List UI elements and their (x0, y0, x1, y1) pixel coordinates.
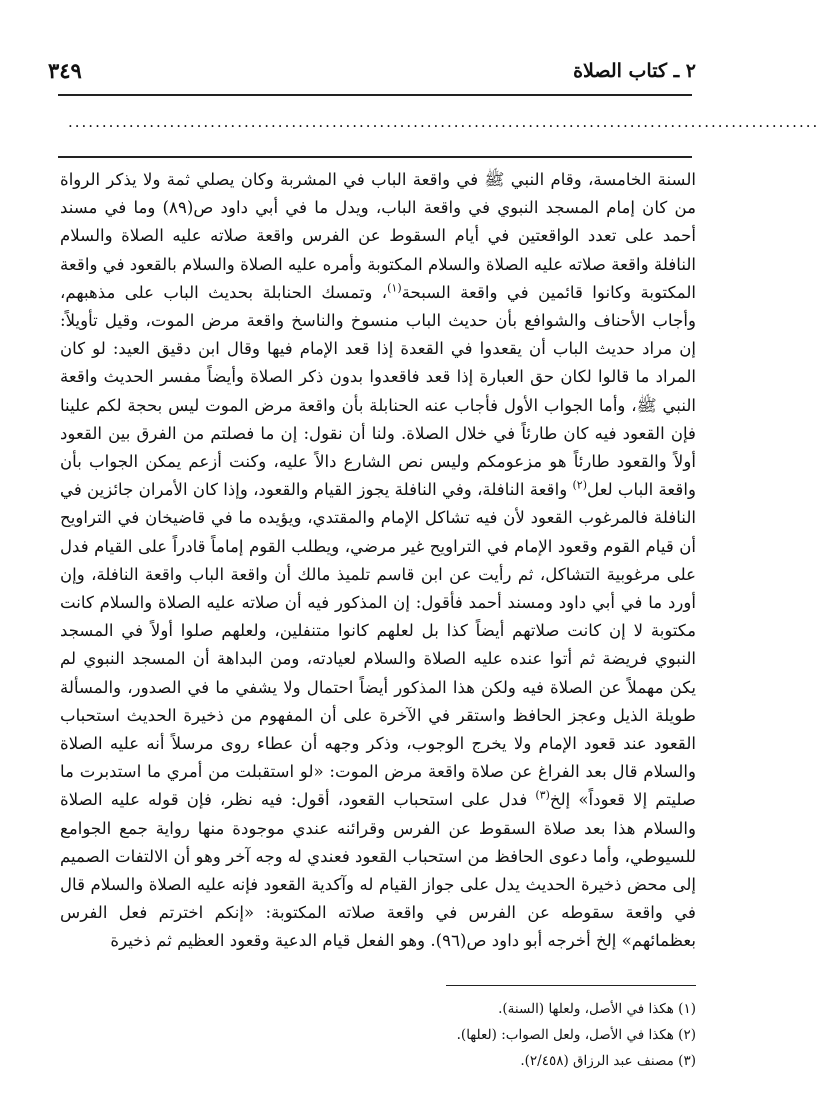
page-header (48, 54, 696, 90)
footnote-rule (446, 985, 696, 986)
footnote-2: (٢) هكذا في الأصل، ولعل الصواب: (لعلها). (456, 1027, 696, 1043)
footnote-ref-1: (١) (387, 281, 402, 295)
footnote-3: (٣) مصنف عبد الرزاق (٢/٤٥٨). (520, 1053, 696, 1069)
section-rule (58, 156, 692, 158)
text-segment: فدل على استحباب القعود، أقول: فيه نظر، فإن قوله عليه الصلاة والسلام هذا بعد صلاة السقوط عن الفرس وقرائنه عندي موجودة منها رواية جمع الجوامع للسيوطي، وأما دعوى الحافظ من استحباب القعود فعندي له وجه آخر وهو أن الالتفات الصميم إلى محض ذخيرة الحديث يدل على جواز القيام له وآكدية القعود فإنه عليه الصلاة والسلام قال في واقعة سقوطه عن الفرس في واقعة صلاته المكتوبة: «إنكم اخترتم فعل الفرس بعظمائهم» إلخ أخرجه أبو داود ص(٩٦). وهو الفعل قيام الدعية وقعود العظيم ثم ذخيرة (60, 790, 696, 951)
text-segment: واقعة النافلة، وفي النافلة يجوز القيام والقعود، وإذا كان الأمران جائزين في النافلة فالمرغوب القعود لأن فيه تشاكل الإمام والمقتدي، ويؤيده ما في قاضيخان في التراويح أن قيام القوم وقعود الإمام في التراويح غير مرضي، ويطلب القوم إماماً قادراً على القيام فدل على مرغوبية التشاكل، ثم رأيت عن ابن قاسم تلميذ مالك أن واقعة الباب واقعة النافلة، وإن أورد ما في أبي داود ومسند أحمد فأقول: إن المذكور فيه أن صلاته عليه الصلاة والسلام كانت مكتوبة لا إن كانت صلاتهم أيضاً كذا بل لعلهم كانوا متنفلين، ولعلهم صلوا أولاً في المسجد النبوي فريضة ثم أتوا عنده عليه الصلاة والسلام لعيادته، ومن البداهة أن المسجد النبوي لم يكن مهملاً عن الصلاة فيه ولكن هذا المذكور أيضاً احتمال ولا يشفي ما في الصدور، والمسألة طويلة الذيل وعجز الحافظ واستقر في الآخرة على أن المفهوم من ذخيرة الحديث استحباب القعود عند قعود الإمام ولا يخرج الوجوب، وذكر وجهه أن عطاء روى مرسلاً أنه عليه الصلاة والسلام قال بعد الفراغ عن صلاة واقعة مرض الموت: «لو استقبلت من أمري ما استدبرت ما صليتم إلا قعوداً» إلخ (60, 480, 696, 810)
main-text (60, 166, 696, 968)
page-number: ٣٤٩ (48, 58, 82, 83)
footnote-1: (١) هكذا في الأصل، ولعلها (السنة). (498, 1001, 696, 1017)
chapter-title: ٢ ـ كتاب الصلاة (573, 60, 696, 82)
text-segment: ، وتمسك الحنابلة بحديث الباب على مذهبهم، وأجاب الأحناف والشوافع بأن حديث الباب منسوخ والناسخ واقعة مرض الموت، وقيل تأويلاً: إن مراد حديث الباب أن يقعدوا في القعدة إذا قعد الإمام فيها وقال ابن دقيق العيد: لو كان المراد ما قالوا لكان حق العبارة إذا قعد فاقعدوا بدون ذكر الصلاة وأيضاً مفسر الحديث واقعة النبي ﷺ، وأما الجواب الأول فأجاب عنه الحنابلة بأن واقعة مرض الموت ليس بحجة لكم علينا فإن القعود فيه كان طارئاً في خلال الصلاة. ولنا أن نقول: إن ما فصلتم من الفرق بين القعود أولاً والقعود طارئاً هو مزعومكم وليس نص الشارع دالاً عليه، وكنت أزعم يمكن الجواب بأن واقعة الباب لعل (60, 282, 696, 500)
header-rule (58, 94, 692, 96)
text-segment: السنة الخامسة، وقام النبي ﷺ في واقعة الباب في المشربة وكان يصلي ثمة ولا يذكر الرواة من كان إمام المسجد النبوي في واقعة الباب، ويدل ما في أبي داود ص(٨٩) وما في مسند أحمد على تعدد الواقعتين في أيام السقوط عن الفرس واقعة صلاته عليه الصلاة والسلام النافلة واقعة صلاته عليه الصلاة والسلام المكتوبة وأمره عليه الصلاة والسلام بالقعود في واقعة المكتوبة وكانوا قائمين في واقعة السبحة (60, 170, 696, 302)
footnotes (60, 996, 696, 1074)
footnote-ref-2: (٢) (572, 478, 587, 492)
dotted-separator: ............................................................................................................... (68, 113, 819, 131)
footnote-ref-3: (٣) (535, 788, 550, 802)
